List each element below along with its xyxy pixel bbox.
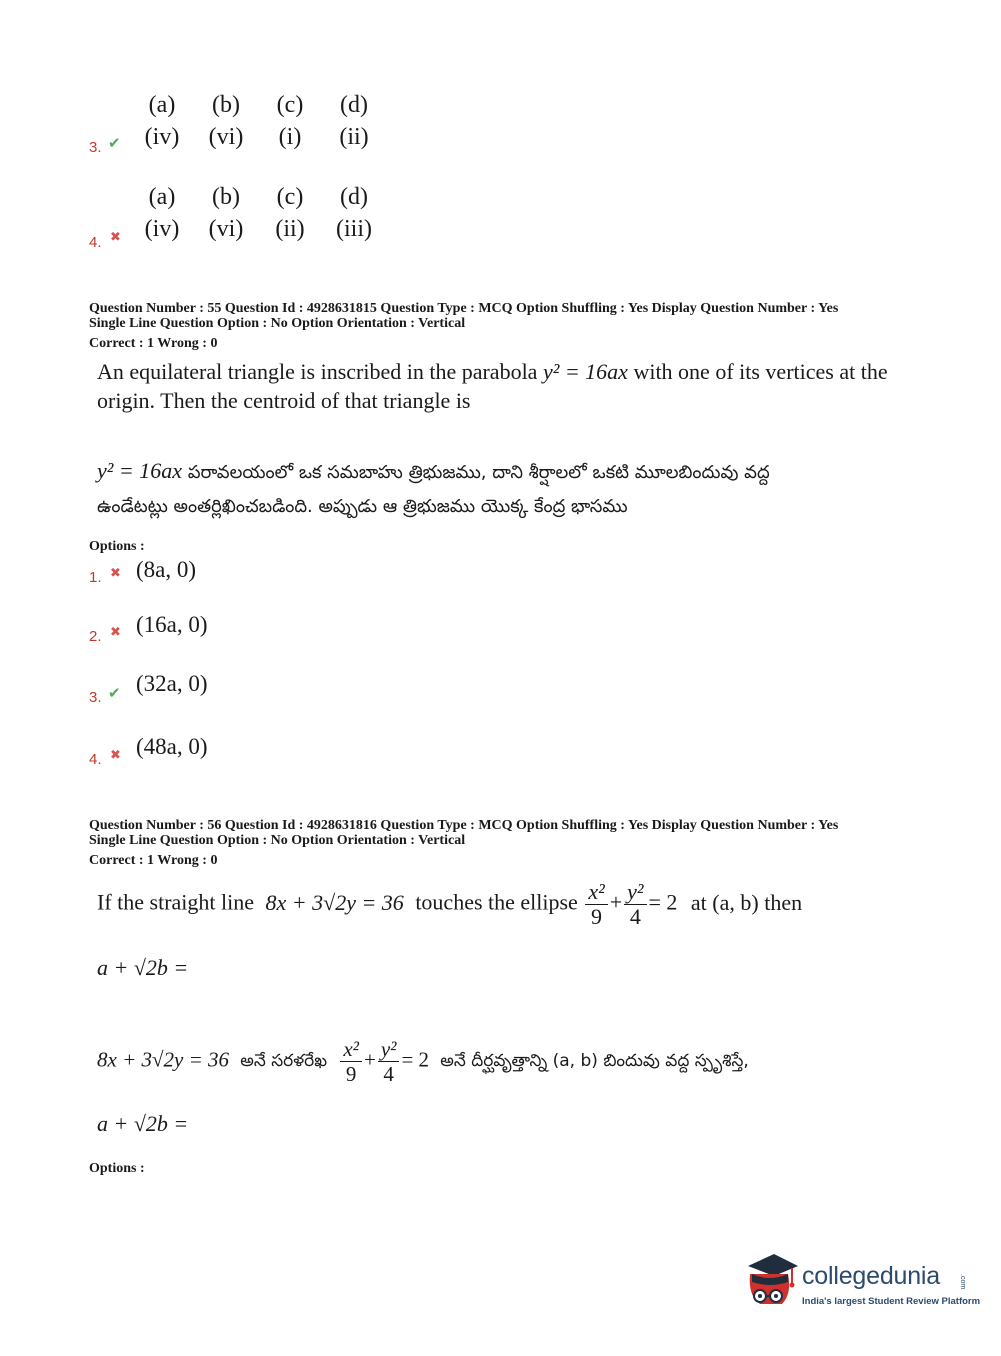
check-icon: ✔ [108, 684, 121, 702]
telugu-text: పరావలయంలో ఒక సమబాహు త్రిభుజము, దాని శీర్షాలలో ఒకటి మూలబిందువు వద్ద [181, 462, 770, 483]
match-value: (iv) [144, 216, 180, 242]
match-value: (vi) [208, 216, 244, 242]
denominator: 4 [629, 904, 641, 929]
cross-icon: ✖ [110, 748, 121, 763]
brand-tagline: India's largest Student Review Platform [802, 1296, 981, 1307]
question-text: If the straight line 8x + 3√2y = 36 touches the ellipse $\frac{\text{x²}}{9}$ + $\frac{\text{y²}}{4}$ = 2 at (a, b) then [97, 879, 803, 929]
question-meta: Single Line Question Option : No Option Orientation : Vertical [89, 833, 466, 848]
fraction [624, 880, 646, 929]
match-value: (vi) [208, 124, 244, 150]
match-header: (d) [340, 184, 368, 210]
option-text: (16a, 0) [136, 612, 208, 637]
fraction [340, 1037, 362, 1086]
match-header: (a) [148, 92, 176, 118]
match-header: (c) [276, 92, 304, 118]
line-equation: 8x + 3√2y = 36 [97, 1047, 230, 1072]
option-number: 4. [89, 234, 102, 251]
question-text-telugu [97, 453, 907, 491]
question-text-part: touches the ellipse [415, 889, 578, 915]
question-text-part: An equilateral triangle is inscribed in the parabola [97, 359, 543, 384]
match-value: (ii) [275, 216, 305, 242]
match-header: (c) [276, 184, 304, 210]
score-info: Correct : 1 Wrong : 0 [89, 853, 218, 868]
expression: a + √2b = [97, 1111, 189, 1136]
match-header: (d) [340, 92, 368, 118]
brand-name: collegedunia [802, 1262, 940, 1290]
question-text-telugu: 8x + 3√2y = 36 అనే సరళరేఖ $\frac{\text{x²}}{9}$ + $\frac{\text{y²}}{4}$ = 2 అనే దీర్ఘవృత్తాన్ని (a, b) బిందువు వద్ద స్పృశిస్తే, [97, 1037, 749, 1086]
question-text: origin. Then the centroid of that triangle is [97, 388, 471, 413]
mascot-icon [742, 1252, 800, 1316]
match-value: (ii) [339, 124, 369, 150]
denominator: 9 [591, 904, 603, 929]
match-header: (b) [212, 184, 240, 210]
match-header: (b) [212, 92, 240, 118]
equation: y² = 16ax [97, 458, 182, 483]
question-text [97, 357, 888, 386]
question-meta: Question Number : 55 Question Id : 4928631815 Question Type : MCQ Option Shuffling : Yes Display Question Number : Yes [89, 301, 839, 316]
match-header: (a) [148, 184, 176, 210]
fraction [378, 1037, 400, 1086]
denominator: 4 [383, 1062, 394, 1086]
equation-rhs: = 2 [401, 1047, 430, 1072]
question-meta: Single Line Question Option : No Option Orientation : Vertical [89, 316, 466, 331]
option-number: 1. [89, 569, 102, 586]
option-number: 4. [89, 751, 102, 768]
question-text-telugu: ఉండేటట్లు అంతర్లిఖించబడింది. అప్పుడు ఆ త్రిభుజము యొక్క కేంద్ర భాసము [97, 496, 628, 517]
numerator: y² [624, 880, 646, 905]
line-equation: 8x + 3√2y = 36 [265, 889, 404, 915]
match-grid [130, 89, 386, 153]
check-icon: ✔ [108, 134, 121, 152]
option-number: 2. [89, 628, 102, 645]
option-number: 3. [89, 139, 102, 156]
telugu-text: అనే దీర్ఘవృత్తాన్ని (a, b) బిందువు వద్ద స్పృశిస్తే, [440, 1051, 749, 1072]
equation-rhs: = 2 [648, 889, 678, 915]
expression: a + √2b = [97, 955, 189, 980]
option-text: (8a, 0) [136, 557, 197, 582]
numerator: y² [378, 1037, 400, 1062]
question-text-part: with one of its vertices at the [627, 359, 888, 384]
match-grid [130, 181, 386, 245]
numerator: x² [340, 1037, 362, 1062]
match-value: (iv) [144, 124, 180, 150]
cross-icon: ✖ [110, 566, 121, 581]
options-label: Options : [89, 539, 145, 554]
equation: y² = 16ax [542, 359, 628, 384]
cross-icon: ✖ [110, 625, 121, 640]
fraction [585, 880, 607, 929]
score-info: Correct : 1 Wrong : 0 [89, 336, 218, 351]
option-text: (32a, 0) [136, 671, 208, 696]
collegedunia-logo[interactable] [742, 1252, 981, 1316]
question-text-part: If the straight line [97, 889, 255, 915]
numerator: x² [585, 880, 607, 905]
denominator: 9 [345, 1062, 357, 1086]
match-value: (i) [278, 124, 302, 150]
telugu-text: అనే సరళరేఖ [240, 1051, 328, 1072]
question-meta: Question Number : 56 Question Id : 4928631816 Question Type : MCQ Option Shuffling : Yes Display Question Number : Yes [89, 818, 839, 833]
brand-domain: .com [959, 1274, 966, 1290]
option-number: 3. [89, 689, 102, 706]
match-value: (iii) [336, 216, 372, 242]
question-text-part: at (a, b) then [690, 889, 803, 915]
option-text: (48a, 0) [136, 734, 208, 759]
options-label: Options : [89, 1161, 145, 1176]
cross-icon: ✖ [110, 230, 121, 245]
